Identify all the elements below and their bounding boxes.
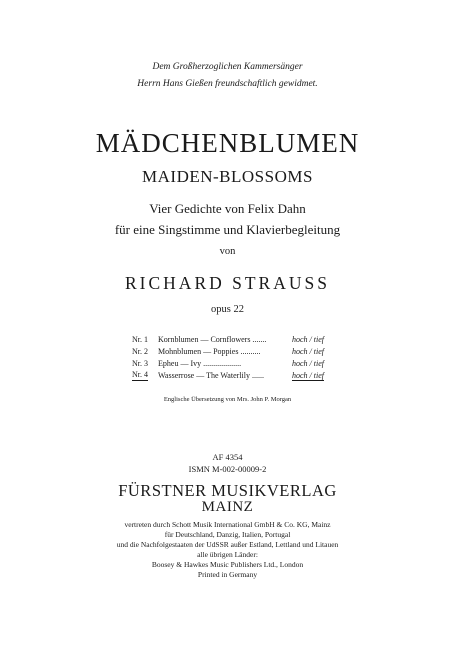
dedication-line-2: Herrn Hans Gießen freundschaftlich gewidmet.: [137, 79, 318, 89]
description-line-2: für eine Singstimme und Klavierbegleitung: [114, 222, 341, 237]
by-label: von: [219, 246, 236, 257]
description-line-1: Vier Gedichte von Felix Dahn: [149, 201, 306, 216]
translation-note: Englische Übersetzung von Mrs. John P. Morgan: [163, 396, 292, 403]
representation-line-2: für Deutschland, Danzig, Italien, Portugal: [164, 530, 291, 539]
ismn-number: ISMN M-002-00009-2: [188, 464, 267, 474]
work-voice: [292, 370, 324, 382]
publisher-name: FÜRSTNER MUSIKVERLAG: [118, 481, 337, 500]
work-title: Kornblumen — Cornflowers .......: [158, 335, 267, 344]
work-item: [132, 346, 432, 358]
representation-line-5: Boosey & Hawkes Music Publishers Ltd., London: [151, 560, 304, 569]
work-voice: hoch / tief: [292, 359, 324, 368]
representation-line-6: Printed in Germany: [197, 570, 258, 579]
work-number: Nr. 3: [132, 359, 148, 368]
catalog-number: AF 4354: [212, 452, 243, 462]
representation-line-3: und die Nachfolgestaaten der UdSSR außer Estland, Lettland und Litauen: [116, 540, 339, 549]
page-subtitle: MAIDEN-BLOSSOMS: [142, 167, 313, 186]
works-list: [132, 334, 432, 382]
work-item: [132, 358, 432, 370]
work-voice-marked: hoch / tief: [292, 371, 324, 380]
work-item: [132, 370, 432, 382]
work-number: Nr. 1: [132, 335, 148, 344]
work-title: Mohnblumen — Poppies ..........: [158, 347, 261, 356]
work-item: [132, 334, 432, 346]
work-voice: hoch / tief: [292, 347, 324, 356]
work-number: Nr. 4: [132, 370, 148, 379]
opus-number: opus 22: [211, 304, 244, 315]
composer-name: RICHARD STRAUSS: [125, 273, 330, 293]
work-voice: hoch / tief: [292, 335, 324, 344]
page-title: MÄDCHENBLUMEN: [95, 128, 360, 158]
work-title: Epheu — Ivy ...................: [158, 359, 242, 368]
representation-line-1: vertreten durch Schott Musik International GmbH & Co. KG, Mainz: [124, 520, 331, 529]
dedication-line-1: Dem Großherzoglichen Kammersänger: [152, 62, 303, 72]
work-number: Nr. 2: [132, 347, 148, 356]
representation-line-4: alle übrigen Länder:: [197, 550, 258, 559]
work-title: Wasserrose — The Waterlily ......: [158, 371, 264, 380]
publisher-place: MAINZ: [201, 499, 254, 515]
